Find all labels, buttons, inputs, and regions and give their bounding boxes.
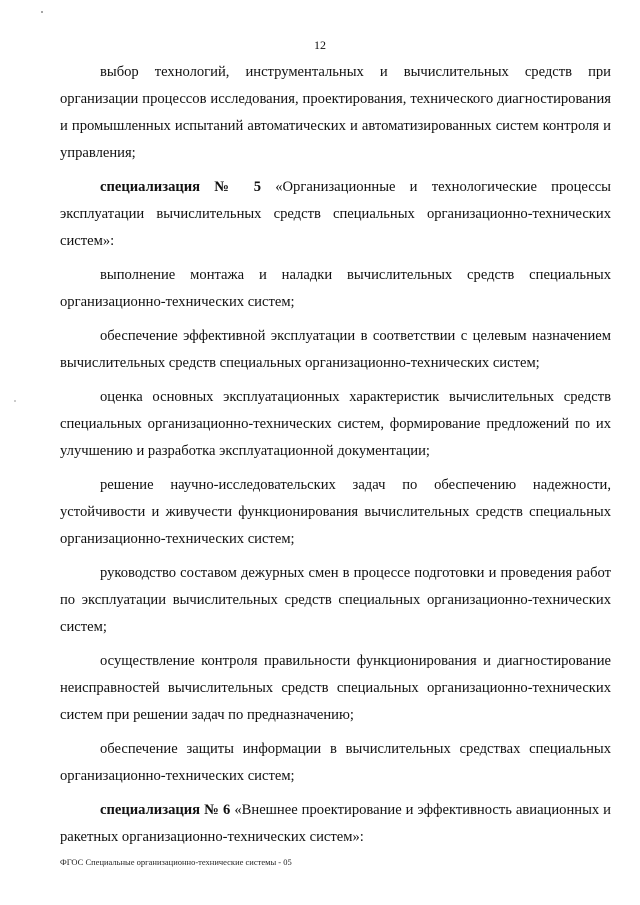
paragraph-text: выбор технологий, инструментальных и вычислительных средств при организации процессов исследования, проектирования, технического диагностирования и промышленных испытаний автоматических и автоматизированных систем контроля и управления; bbox=[60, 64, 611, 161]
page-footer: ФГОС Специальные организационно-технические системы - 05 bbox=[60, 857, 292, 867]
paragraph-text: обеспечение эффективной эксплуатации в соответствии с целевым назначением вычислительных средств специальных организационно-технических систем; bbox=[60, 328, 611, 371]
paragraph-7 bbox=[60, 560, 611, 641]
paragraph-text: обеспечение защиты информации в вычислительных средствах специальных организационно-технических систем; bbox=[60, 741, 611, 784]
paragraph-9 bbox=[60, 736, 611, 790]
specialization-label: специализация № 6 bbox=[100, 802, 231, 818]
document-body bbox=[60, 59, 611, 858]
paragraph-1 bbox=[60, 59, 611, 167]
paragraph-text: руководство составом дежурных смен в процессе подготовки и проведения работ по эксплуатации вычислительных средств специальных организационно-технических систем; bbox=[60, 565, 611, 635]
paragraph-text: осуществление контроля правильности функционирования и диагностирование неисправностей вычислительных средств специальных организационно-технических систем при решении задач по предназначению; bbox=[60, 653, 611, 723]
paragraph-text: «Организационные и технологические процессы эксплуатации вычислительных средств специальных организационно-технических систем»: bbox=[60, 179, 611, 249]
paragraph-text: оценка основных эксплуатационных характеристик вычислительных средств специальных организационно-технических систем, формирование предложений по их улучшению и разработка эксплуатационной документации; bbox=[60, 389, 611, 459]
scan-speck bbox=[14, 400, 16, 402]
paragraph-6 bbox=[60, 472, 611, 553]
paragraph-4 bbox=[60, 323, 611, 377]
paragraph-5 bbox=[60, 384, 611, 465]
paragraph-text: «Внешнее проектирование и эффективность авиационных и ракетных организационно-технических систем»: bbox=[60, 802, 611, 845]
page-number: 12 bbox=[314, 38, 326, 52]
paragraph-8 bbox=[60, 648, 611, 729]
paragraph-3 bbox=[60, 262, 611, 316]
paragraph-text: решение научно-исследовательских задач по обеспечению надежности, устойчивости и живучести функционирования вычислительных средств специальных организационно-технических систем; bbox=[60, 477, 611, 547]
paragraph-specialization-5 bbox=[60, 174, 611, 255]
scan-speck bbox=[41, 11, 43, 13]
paragraph-text: выполнение монтажа и наладки вычислительных средств специальных организационно-технических систем; bbox=[60, 267, 611, 310]
paragraph-specialization-6 bbox=[60, 797, 611, 851]
specialization-label: специализация № 5 bbox=[100, 179, 261, 195]
